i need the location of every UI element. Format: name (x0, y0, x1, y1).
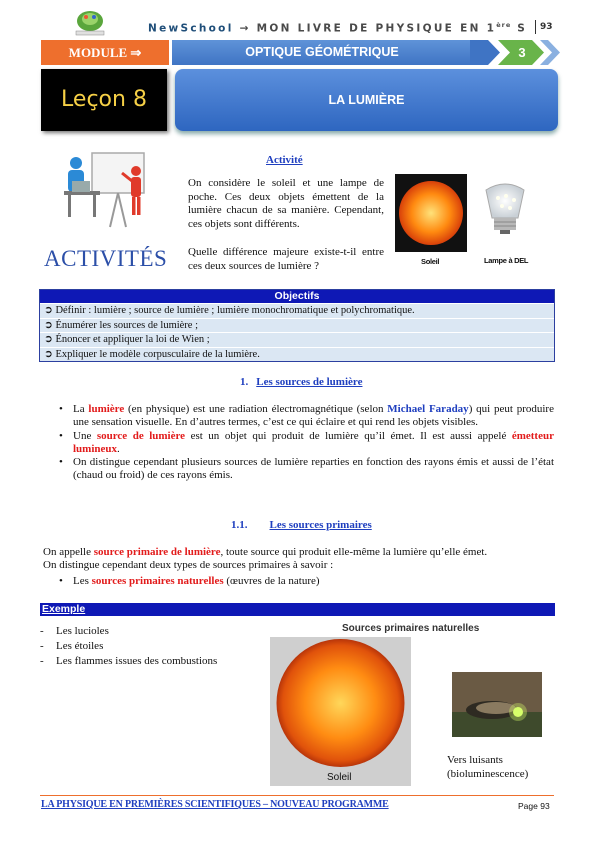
class-suffix: S (517, 22, 528, 35)
primary-source-bullets (57, 575, 320, 588)
list-item: - Les flammes issues des combustions (40, 655, 218, 667)
sun-photo (270, 637, 411, 786)
objective-item (40, 318, 554, 333)
list-item: - Les lucioles (40, 625, 109, 637)
objective-item (40, 347, 554, 362)
activity-question: Quelle différence majeure existe-t-il entre ces deux sources de lumière ? (188, 246, 384, 272)
header-page-number: 93 (540, 22, 553, 32)
module-label: MODULE ⇒ (41, 40, 169, 65)
sun-image (395, 174, 467, 252)
objective-item (40, 303, 554, 318)
example-label: Exemple (42, 603, 86, 615)
section-number: 1. (240, 376, 249, 388)
lesson-label: Leçon 8 (41, 69, 167, 131)
list-item: • On distingue cependant plusieurs sources de lumière reparties en fonction des rayons émis et aussi de l’état (chaud ou froid) de ces rayons émis. (57, 456, 554, 483)
activities-heading: ACTIVITÉS (44, 246, 168, 271)
header-title (148, 21, 527, 35)
footer-title: LA PHYSIQUE EN PREMIÈRES SCIENTIFIQUES – NOUVEAU PROGRAMME (41, 799, 389, 810)
header-separator (535, 20, 536, 34)
lesson-title: LA LUMIÈRE (175, 69, 558, 131)
primary-source-definition: On appelle source primaire de lumière, toute source qui produit elle-même la lumière qu’elle émet. On distingue cependant deux types de sources primaires à savoir : (43, 546, 488, 572)
objectives-box (39, 289, 555, 362)
arrow-marker-icon: ➲ (44, 305, 53, 316)
section-1-bullets (57, 403, 554, 483)
firefly-photo (452, 672, 542, 737)
sun-label: Soleil (327, 772, 352, 783)
objective-text: Énumérer les sources de lumière ; (55, 319, 199, 331)
header-arrow: → (239, 22, 251, 35)
example-header (40, 603, 555, 616)
objective-text: Définir : lumière ; source de lumière ; lumière monochromatique et polychromatique. (55, 305, 415, 316)
footer-divider (40, 795, 554, 796)
firefly-caption-line: Vers luisants (447, 754, 503, 766)
caption-lamp: Lampe à DEL (484, 256, 529, 265)
figure-title: Sources primaires naturelles (342, 623, 480, 634)
activity-title: Activité (266, 154, 303, 166)
book-title: MON LIVRE DE PHYSIQUE EN 1 (256, 22, 497, 35)
school-logo-icon (72, 8, 108, 36)
list-item: • La lumière (en physique) est une radiation électromagnétique (selon Michael Faraday) qui peut produire une sensation visuelle. En d’autres termes, c’est ce qui éclaire et qui rend les objets visibles. (57, 403, 554, 430)
list-item: • Les sources primaires naturelles (œuvres de la nature) (57, 575, 320, 588)
section-1-1-heading (231, 519, 372, 531)
firefly-caption-line: (bioluminescence) (447, 768, 529, 780)
section-title: Les sources de lumière (256, 376, 363, 388)
brand-name: NewSchool (148, 22, 234, 35)
superscript: ère (496, 21, 512, 29)
example-list (40, 624, 217, 669)
section-number: 1.1. (231, 519, 248, 531)
arrow-marker-icon: ➲ (44, 348, 53, 360)
module-number: 3 (518, 45, 526, 60)
footer-page: Page 93 (518, 801, 550, 811)
module-title: OPTIQUE GÉOMÉTRIQUE (172, 40, 472, 65)
arrow-marker-icon: ➲ (44, 319, 53, 331)
led-lamp-image (476, 178, 534, 238)
section-1-heading (240, 376, 362, 388)
arrow-marker-icon: ➲ (44, 334, 53, 345)
section-title: Les sources primaires (269, 519, 372, 531)
activity-text: On considère le soleil et une lampe de poche. Ces deux objets émettent de la lumière chacun de sa manière. Cependant, ces objets sont différents. (188, 177, 384, 231)
objective-text: Énoncer et appliquer la loi de Wien ; (55, 334, 210, 345)
objectives-title: Objectifs (40, 290, 554, 303)
primary-source-types: On distingue cependant deux types de sources primaires à savoir : (43, 559, 334, 572)
list-item: • Une source de lumière est un objet qui produit de lumière qu’il émet. Il est aussi appelé émetteur lumineux. (57, 430, 554, 457)
firefly-caption (447, 753, 528, 781)
caption-sun: Soleil (421, 257, 440, 266)
list-item: - Les étoiles (40, 640, 104, 652)
objective-item (40, 332, 554, 347)
objective-text: Expliquer le modèle corpusculaire de la lumière. (55, 348, 260, 360)
teacher-board-icon (60, 145, 160, 233)
